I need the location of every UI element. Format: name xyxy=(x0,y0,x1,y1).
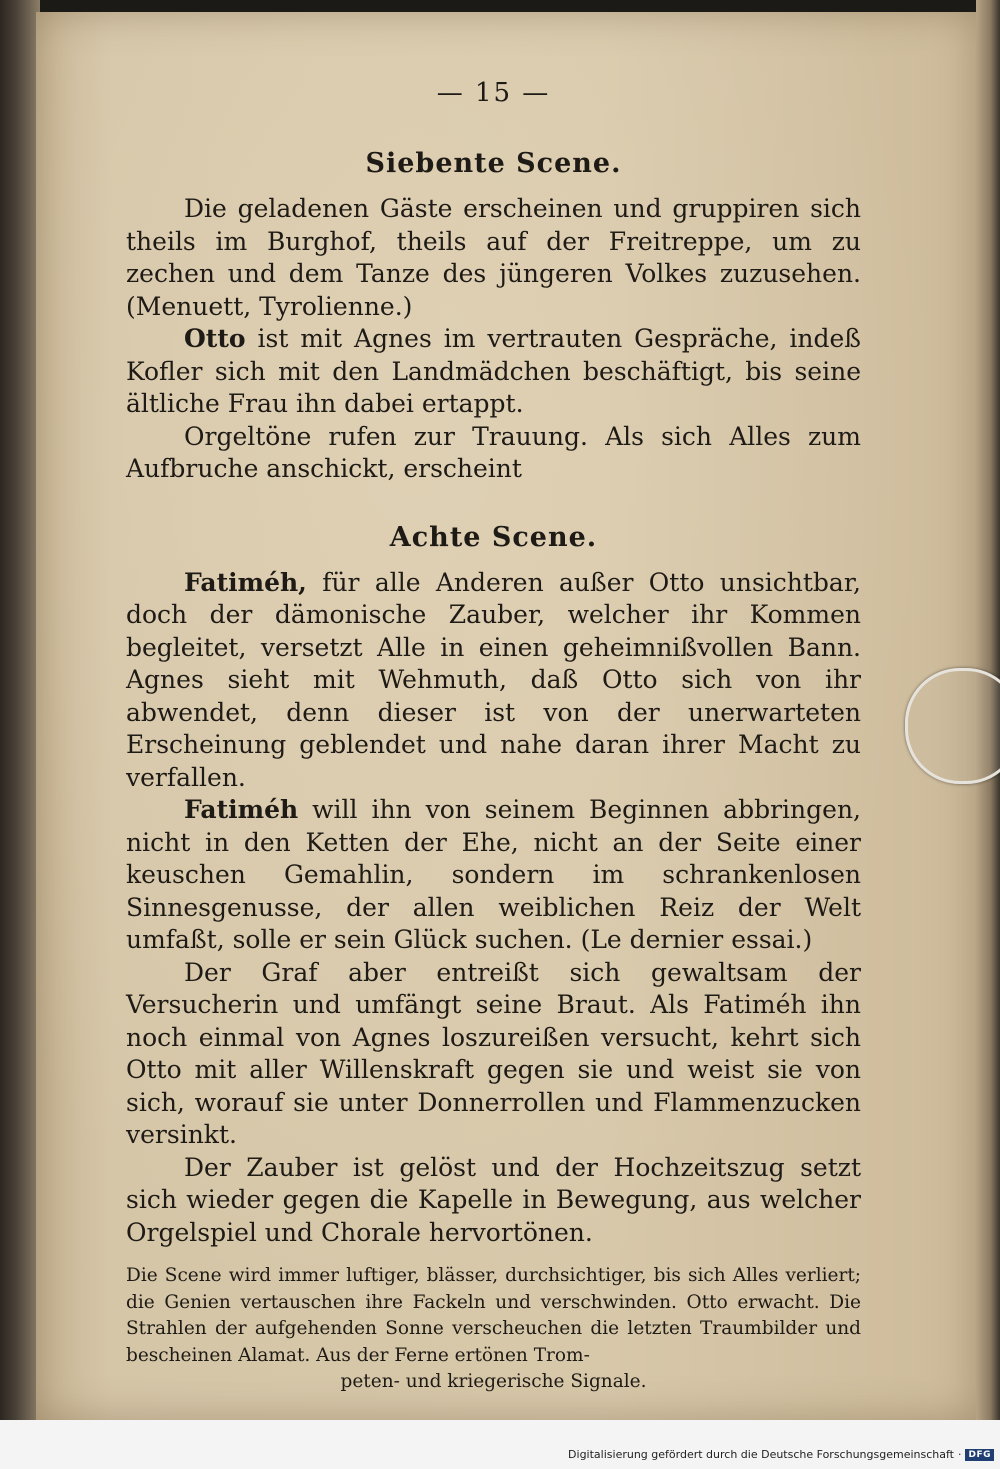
scan-left-edge xyxy=(0,0,40,1469)
paragraph xyxy=(126,567,861,795)
character-name: Fatiméh, xyxy=(184,567,307,597)
credit-separator: · xyxy=(957,1448,962,1461)
scene-heading-8: Achte Scene. xyxy=(389,521,598,553)
paper-clip xyxy=(905,668,1000,784)
paragraph: Der Graf aber entreißt sich gewaltsam der Versucherin und umfängt seine Braut. Als Fatiméh ihn noch einmal von Agnes loszureißen versucht, kehrt sich Otto mit aller Willenskraft gegen sie und weist sie von sich, worauf sie unter Donnerrollen und Flammenzucken versinkt. xyxy=(126,957,861,1149)
paragraph xyxy=(126,323,861,421)
scene-heading-7: Siebente Scene. xyxy=(365,148,622,179)
page-content xyxy=(126,78,861,1396)
paragraph-text: für alle Anderen außer Otto unsichtbar, doch der dämonische Zauber, welcher ihr Kommen begleitet, versetzt Alle in einen geheimnißvollen Bann. Agnes sieht mit Wehmuth, daß Otto sich von ihr abwendet, denn dieser ist von der unerwarteten Erscheinung geblendet und nahe daran ihrer Macht zu verfallen. xyxy=(126,567,861,792)
character-name: Fatiméh xyxy=(184,795,299,824)
paragraph xyxy=(126,794,861,957)
dfg-logo-icon: DFG xyxy=(965,1449,994,1461)
paragraph: Der Zauber ist gelöst und der Hochzeitszug setzt sich wieder gegen die Kapelle in Bewegung, aus welcher Orgelspiel und Chorale hervortönen. xyxy=(126,1152,861,1247)
credit-bar xyxy=(0,1420,1000,1469)
paragraph: Orgeltöne rufen zur Trauung. Als sich Alles zum Aufbruche anschickt, erscheint xyxy=(126,421,861,483)
character-name: Otto xyxy=(184,324,246,353)
credit-text: Digitalisierung gefördert durch die Deutsche Forschungsgemeinschaft xyxy=(568,1448,954,1461)
stage-direction-last-line: peten- und kriegerische Signale. xyxy=(340,1371,647,1392)
credit-line xyxy=(568,1448,994,1461)
book-page xyxy=(36,12,976,1420)
paragraph-text: ist mit Agnes im vertrauten Gespräche, indeß Kofler sich mit den Landmädchen beschäftigt, bis seine ältliche Frau ihn dabei ertappt. xyxy=(126,324,861,418)
page-number: — 15 — xyxy=(436,78,551,108)
paragraph: Die geladenen Gäste erscheinen und gruppiren sich theils im Burghof, theils auf der Freitreppe, um zu zechen und dem Tanze des jüngeren Volkes zuzusehen. (Menuett, Tyrolienne.) xyxy=(126,194,861,321)
paragraph-text: will ihn von seinem Beginnen abbringen, nicht in den Ketten der Ehe, nicht an der Seite einer keuschen Gemahlin, sondern im schrankenlosen Sinnesgenusse, der allen weiblichen Reiz der Welt umfaßt, solle er sein Glück suchen. (Le dernier essai.) xyxy=(126,795,861,954)
stage-direction: Die Scene wird immer luftiger, blässer, durchsichtiger, bis sich Alles verliert; die Genien vertauschen ihre Fackeln und verschwinden. Otto erwacht. Die Strahlen der aufgehenden Sonne verscheuchen die letzten Traumbilder und bescheinen Alamat. Aus der Ferne ertönen Trom- xyxy=(126,1265,861,1366)
